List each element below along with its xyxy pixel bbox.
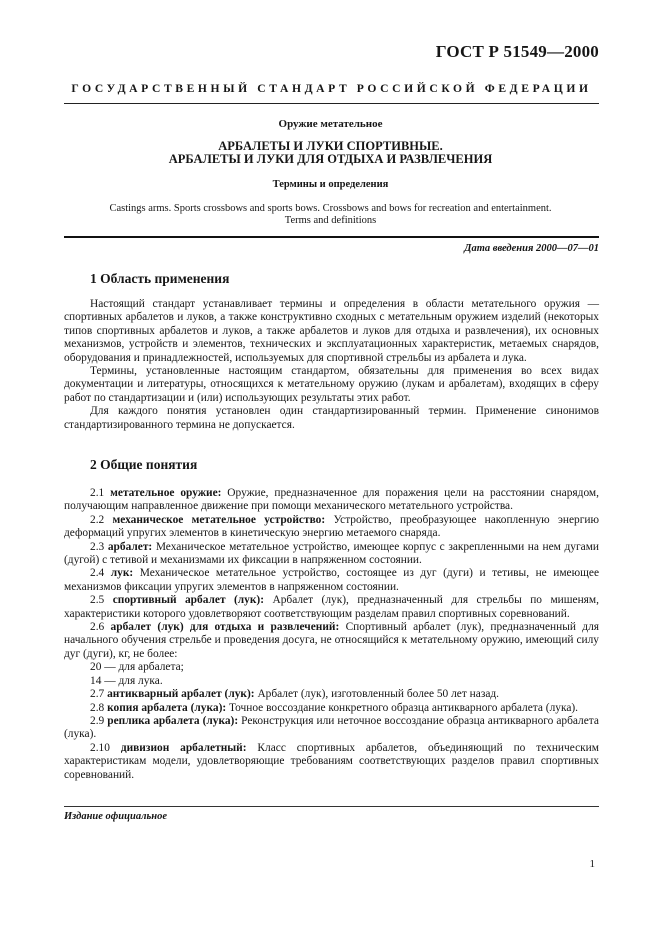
document-title — [0, 140, 661, 166]
english-title-line-2: Terms and definitions — [284, 215, 377, 226]
term-name: арбалет: — [107, 540, 153, 553]
limit-bow: 14 — для лука. — [90, 674, 163, 687]
term-number: 2.5 — [90, 594, 105, 607]
document-subtitle: Термины и определения — [272, 179, 389, 190]
official-edition-label: Издание официальное — [64, 811, 168, 822]
scope-paragraph-1: Настоящий стандарт устанавливает термины и определения в области метательного оружия — спортивных арбалетов и луков, а также конструктивно сходных с метательным оружием изделий (некоторых типов спортивных арбалетов и луков, а также арбалетов и луков для отдыха и развлечения), их основных механизмов, устройств и элементов, технических и эксплуатационных характеристик, метаемых снарядов, оборудования и принадлежностей, используемых для спортивной стрельбы из арбалета и лука. — [64, 298, 599, 364]
term-name: спортивный арбалет (лук): — [112, 594, 265, 607]
scope-paragraph-3: Для каждого понятия установлен один стандартизированный термин. Применение синонимов стандартизированного термина не допускается. — [64, 405, 599, 431]
term-name: арбалет (лук) для отдыха и развлечений: — [110, 621, 340, 634]
scope-paragraph-2: Термины, установленные настоящим стандартом, обязательны для применения во всех видах документации и литературы, относящихся к метательному оружию (лукам и арбалетам), входящих в сферу работ по стандартизации и (или) использующих результаты этих работ. — [64, 365, 599, 404]
term-item — [64, 594, 599, 621]
term-item — [64, 541, 599, 568]
section-heading-general: 2 Общие понятия — [90, 457, 198, 472]
term-item — [64, 514, 599, 541]
term-definition: Класс спортивных арбалетов, объединяющий по техническим характеристикам модели, удовлетворяющие требованиям соответствующих разделов правил спортивных соревнований. — [64, 741, 599, 781]
term-item — [64, 621, 599, 661]
english-title — [70, 203, 591, 227]
term-name: лук: — [110, 567, 134, 580]
term-name: дивизион арбалетный: — [120, 741, 247, 754]
term-name: метательное оружие: — [110, 487, 222, 499]
term-item — [64, 715, 599, 742]
term-item — [64, 487, 599, 514]
footer-divider — [64, 806, 599, 807]
scope-section — [64, 298, 599, 432]
term-name: реплика арбалета (лука): — [107, 714, 239, 727]
title-line-1: АРБАЛЕТЫ И ЛУКИ СПОРТИВНЫЕ. — [218, 139, 443, 153]
divider-thick — [64, 236, 599, 238]
term-number: 2.8 — [90, 701, 105, 714]
term-name: механическое метательное устройство: — [112, 513, 326, 526]
term-definition: Устройство, преобразующее накопленную энергию деформаций упругих элементов в кинетическую энергию метаемого снаряда. — [64, 513, 599, 540]
term-item — [64, 702, 599, 715]
state-standard-banner: ГОСУДАРСТВЕННЫЙ СТАНДАРТ РОССИЙСКОЙ ФЕДЕРАЦИИ — [71, 82, 592, 95]
limit-crossbow: 20 — для арбалета; — [90, 661, 184, 674]
term-number: 2.6 — [90, 621, 105, 634]
term-item — [64, 688, 599, 701]
english-title-line-1: Castings arms. Sports crossbows and sports bows. Crossbows and bows for recreation and entertainment. — [109, 203, 552, 214]
general-section — [64, 487, 599, 782]
term-definition: Реконструкция или неточное воссоздание образца антикварного арбалета (лука). — [64, 714, 599, 741]
term-definition: Точное воссоздание конкретного образца антикварного арбалета (лука). — [229, 701, 579, 714]
page-number: 1 — [589, 858, 595, 870]
term-definition: Оружие, предназначенное для поражения цели на расстоянии снарядом, получающим направленное движение при помощи механического метательного устройства. — [64, 487, 599, 513]
term-definition: Арбалет (лук), предназначенный для стрельбы по мишеням, характеристики которого удовлетворяют соответствующим разделам правил спортивных соревнований. — [64, 594, 599, 620]
term-number: 2.1 — [90, 487, 105, 499]
term-number: 2.10 — [90, 741, 110, 754]
term-number: 2.2 — [90, 513, 105, 526]
group-title: Оружие метательное — [278, 118, 383, 130]
term-name: копия арбалета (лука): — [107, 701, 227, 714]
term-definition: Спортивный арбалет (лук), предназначенный для начального обучения стрельбе и проведения досуга, не относящийся к метательному оружию, имеющий силу дуг (дуги), кг, не более: — [64, 621, 599, 660]
introduction-date: Дата введения 2000—07—01 — [464, 243, 599, 254]
standard-number: ГОСТ Р 51549—2000 — [435, 42, 599, 61]
term-definition: Механическое метательное устройство, состоящее из дуг (дуги) и тетивы, не имеющее механизмов фиксации упругих элементов в напряженном состоянии. — [64, 567, 599, 593]
term-item — [64, 567, 599, 594]
section-heading-scope: 1 Область применения — [90, 271, 230, 286]
term-name: антикварный арбалет (лук): — [107, 688, 255, 701]
term-number: 2.4 — [90, 567, 105, 580]
term-item — [64, 742, 599, 782]
term-number: 2.9 — [90, 714, 105, 727]
divider-top — [64, 103, 599, 104]
term-number: 2.3 — [90, 540, 105, 553]
term-definition: Арбалет (лук), изготовленный более 50 лет назад. — [257, 688, 500, 701]
term-definition: Механическое метательное устройство, имеющее корпус с закрепленными на нем дугами (дугой) с тетивой и механизмами их фиксации в напряженном состоянии. — [64, 540, 599, 567]
term-number: 2.7 — [90, 688, 105, 701]
title-line-2: АРБАЛЕТЫ И ЛУКИ ДЛЯ ОТДЫХА И РАЗВЛЕЧЕНИЯ — [168, 152, 493, 166]
